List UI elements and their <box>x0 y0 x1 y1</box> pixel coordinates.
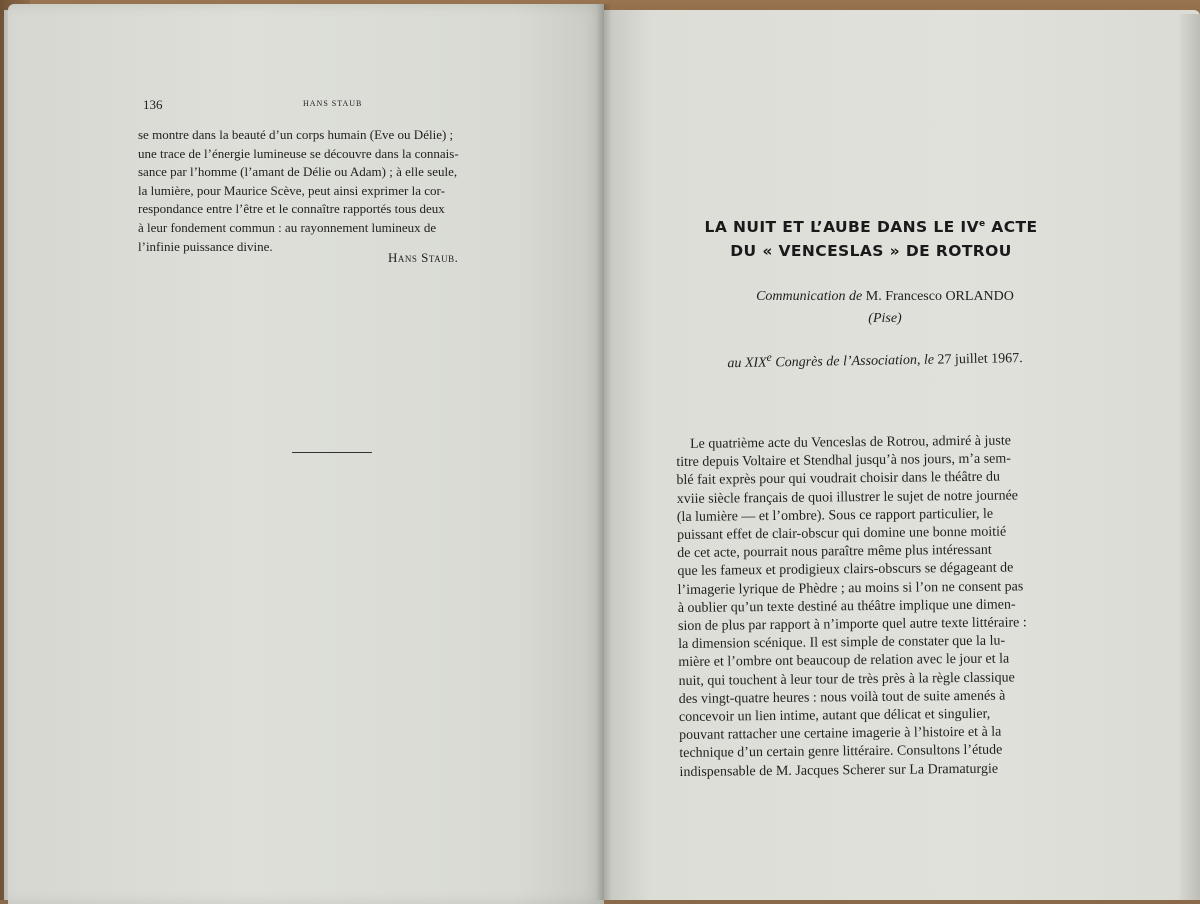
title-superscript: e <box>979 219 986 229</box>
congress-sup: e <box>766 350 772 364</box>
book-gutter <box>596 4 612 900</box>
text-line: indispensable de M. Jacques Scherer sur La Dramaturgie <box>679 761 999 780</box>
right-page-edge <box>1180 14 1200 900</box>
congress-date: 27 juillet 1967. <box>937 351 1023 368</box>
section-rule <box>292 452 372 453</box>
text-line: respondance entre l’être et le connaître rapportés tous deux <box>138 201 445 217</box>
title-line-1-end: ACTE <box>985 218 1038 237</box>
right-body-text <box>676 431 1120 781</box>
byline-line <box>700 286 1070 308</box>
text-line: une trace de l’énergie lumineuse se découvre dans la connais- <box>138 145 459 161</box>
byline <box>700 286 1070 330</box>
text-line: Le quatrième acte du Venceslas de Rotrou, admiré à juste <box>690 433 1012 452</box>
text-line: l’infinie puissance divine. <box>138 238 273 254</box>
byline-place-text: (Pise) <box>868 311 902 326</box>
text-line: nuit, qui touchent à leur tour de très près à la règle classique <box>678 670 1015 689</box>
text-line: pouvant rattacher une certaine imagerie à l’histoire et à la <box>679 724 1002 744</box>
text-line: mière et l’ombre ont beaucoup de relation avec le jour et la <box>678 651 1010 671</box>
byline-place <box>700 308 1070 330</box>
left-body-text <box>138 126 538 256</box>
text-line: (la lumière — et l’ombre). Sous ce rapport particulier, le <box>676 506 994 525</box>
text-line: la lumière, pour Maurice Scève, peut ainsi exprimer la cor- <box>138 182 445 198</box>
title-line-1 <box>676 212 1066 239</box>
text-line: que les fameux et prodigieux clairs-obscurs se dégageant de <box>677 560 1014 580</box>
text-line: la dimension scénique. Il est simple de constater que la lu- <box>678 633 1006 653</box>
text-line: technique d’un certain genre littéraire. Consultons l’étude <box>679 743 1003 762</box>
text-line: à leur fondement commun : au rayonnement lumineux de <box>138 219 437 235</box>
text-line: de cet acte, pourrait nous paraître même plus intéressant <box>677 542 992 562</box>
text-line: titre depuis Voltaire et Stendhal jusqu’à nos jours, m’a sem- <box>676 451 1011 471</box>
text-line: concevoir un lien intime, autant que délicat et singulier, <box>678 706 991 726</box>
text-line: l’imagerie lyrique de Phèdre ; au moins si l’on ne consent pas <box>677 578 1024 598</box>
byline-author: M. Francesco ORLANDO <box>865 289 1014 304</box>
running-title: HANS STAUB <box>303 99 363 108</box>
text-line: xviie siècle français de quoi illustrer le sujet de notre journée <box>676 488 1019 507</box>
title-line-2: DU « VENCESLAS » DE ROTROU <box>730 242 1012 261</box>
text-line: puissant effet de clair-obscur qui domine une bonne moitié <box>676 524 1007 544</box>
text-line: des vingt-quatre heures : nous voilà tout de suite amenés à <box>678 688 1006 707</box>
title-line-1-text: LA NUIT ET L’AUBE DANS LE IV <box>704 218 979 237</box>
text-line: à oublier qu’un texte destiné au théâtre implique une dimen- <box>677 597 1016 616</box>
byline-label: Communication de <box>756 289 863 304</box>
congress-pre: au XIX <box>727 355 767 372</box>
article-title <box>676 212 1066 263</box>
text-line: se montre dans la beauté d’un corps humain (Eve ou Délie) ; <box>138 127 454 142</box>
text-line: blé fait exprès pour qui voudrait choisir dans le théâtre du <box>676 470 1000 489</box>
author-signature: Hans Staub. <box>388 250 459 265</box>
congress-post: Congrès de l’Association, le <box>771 352 938 371</box>
text-line: sance par l’homme (l’amant de Délie ou Adam) ; à elle seule, <box>138 164 458 180</box>
text-line: sion de plus par rapport à n’importe quel autre texte littéraire : <box>677 615 1027 635</box>
page-number: 136 <box>143 97 163 112</box>
